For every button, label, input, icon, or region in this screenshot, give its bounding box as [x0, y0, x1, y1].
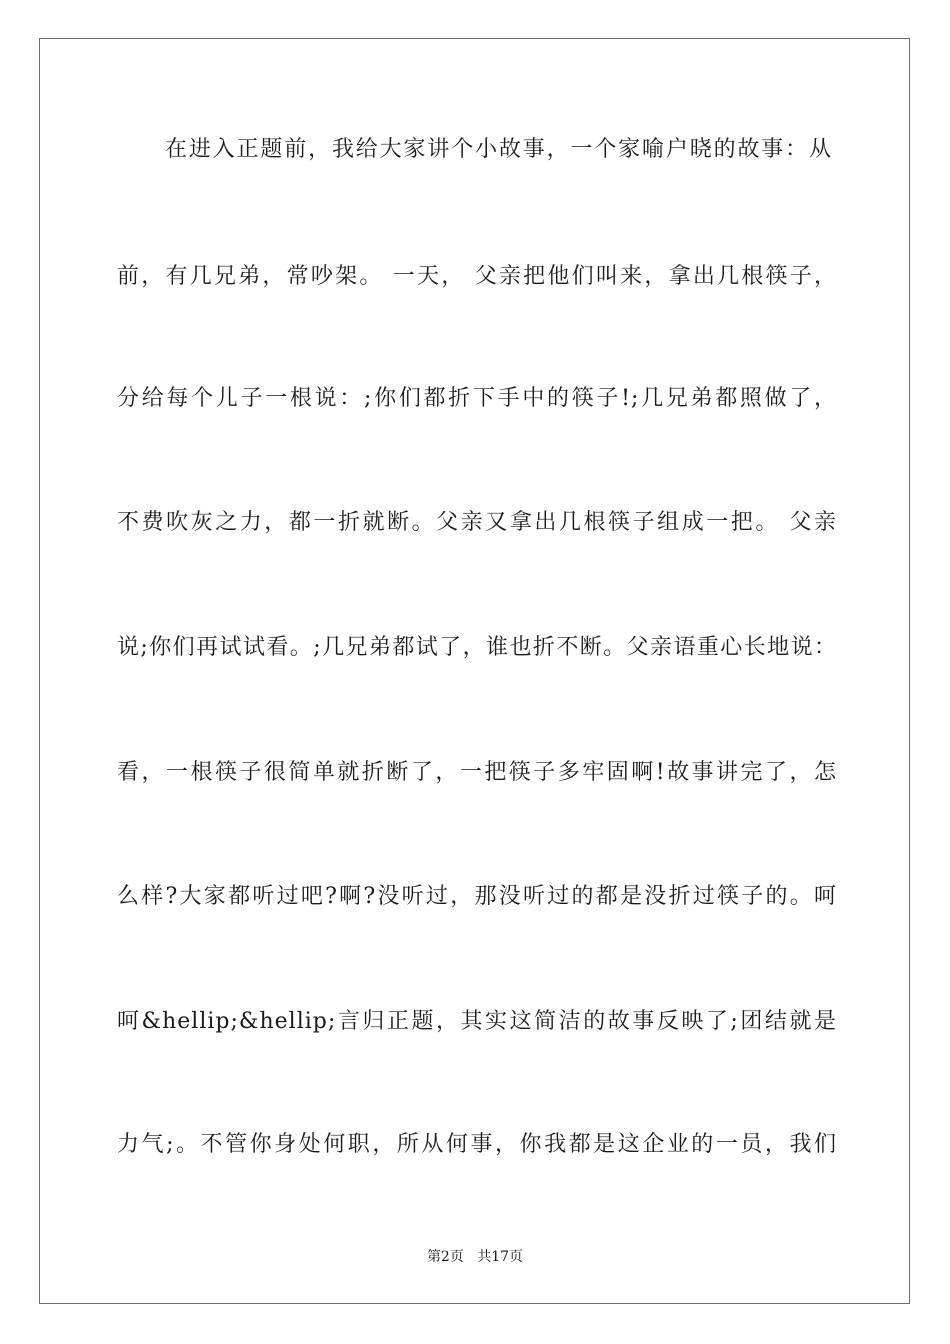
paragraph-line: 在进入正题前，我给大家讲个小故事，一个家喻户晓的故事：从	[165, 137, 832, 162]
paragraph-line: 么样?大家都听过吧?啊?没听过，那没听过的都是没折过筷子的。呵	[117, 884, 837, 909]
paragraph-line: 看，一根筷子很简单就折断了，一把筷子多牢固啊!故事讲完了，怎	[117, 760, 837, 785]
page-footer	[0, 1246, 950, 1266]
paragraph-line: 说;你们再试试看。;几兄弟都试了，谁也折不断。父亲语重心长地说：	[117, 635, 837, 660]
paragraph-line: 呵&hellip;&hellip;言归正题，其实这简洁的故事反映了;团结就是	[117, 1009, 837, 1034]
paragraph-line: 力气;。不管你身处何职，所从何事，你我都是这企业的一员，我们	[117, 1132, 837, 1157]
page-total: 共17页	[477, 1249, 524, 1265]
page-number: 第2页	[426, 1249, 464, 1265]
paragraph-line: 前，有几兄弟，常吵架。 一天， 父亲把他们叫来，拿出几根筷子，	[117, 264, 837, 289]
page-border	[39, 38, 910, 1304]
paragraph-line: 分给每个儿子一根说：;你们都折下手中的筷子!;几兄弟都照做了，	[117, 386, 837, 411]
paragraph-line: 不费吹灰之力，都一折就断。父亲又拿出几根筷子组成一把。 父亲	[117, 510, 837, 535]
